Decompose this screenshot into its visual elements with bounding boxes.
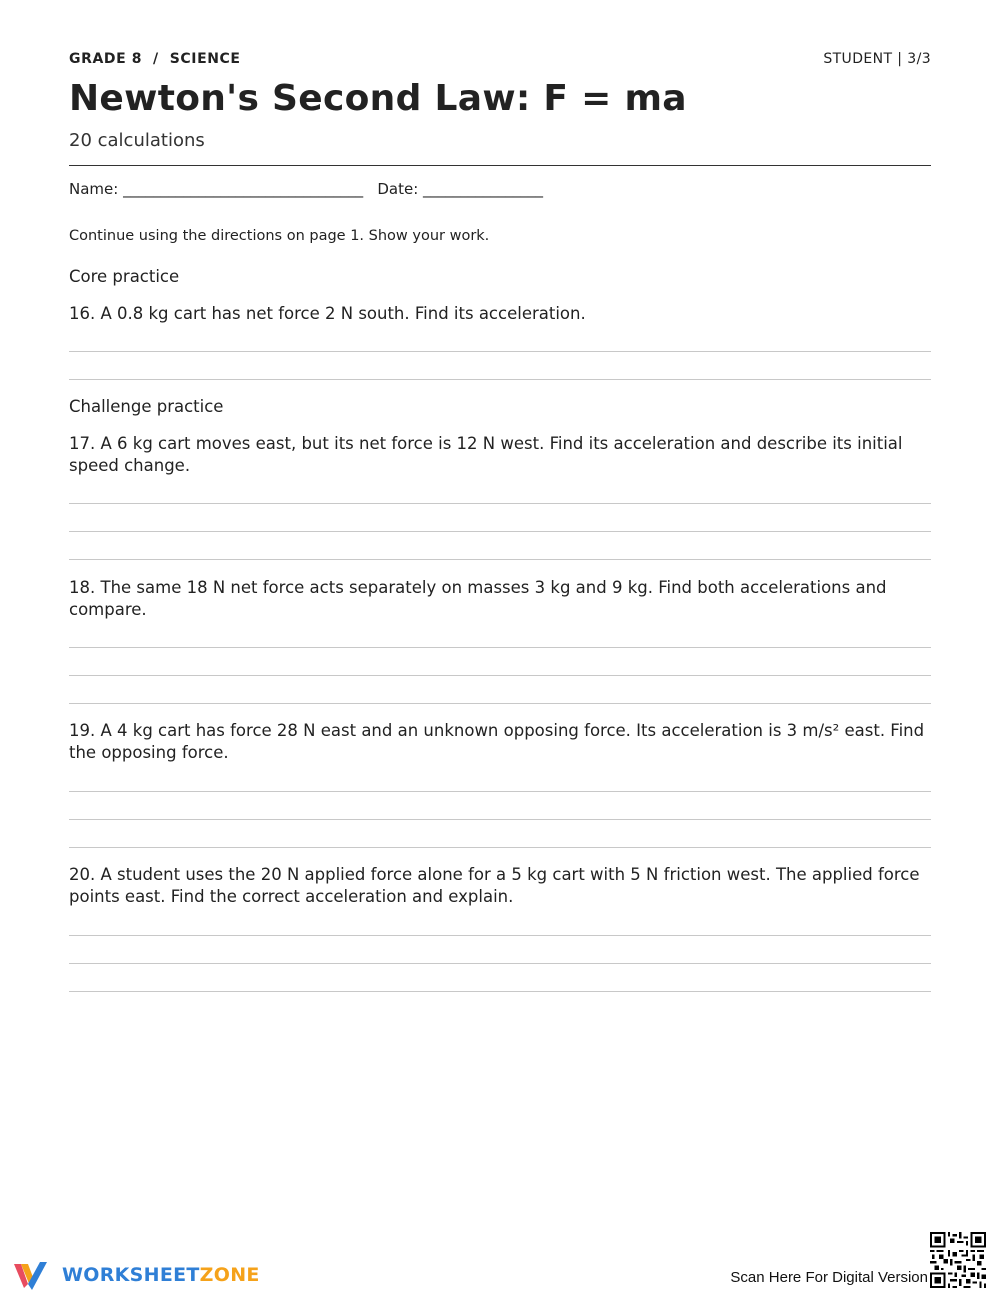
question-19: 19. A 4 kg cart has force 28 N east and an unknown opposing force. Its acceleration is 3 m/s² east. Find the opposing force. bbox=[69, 721, 925, 762]
answer-line[interactable] bbox=[69, 379, 931, 380]
answer-line[interactable] bbox=[69, 935, 931, 936]
answer-line[interactable] bbox=[69, 791, 931, 792]
grade-subject-label: GRADE 8 / SCIENCE bbox=[69, 51, 241, 67]
title-divider bbox=[69, 165, 931, 166]
question-17: 17. A 6 kg cart moves east, but its net force is 12 N west. Find its acceleration and describe its initial speed change. bbox=[69, 434, 903, 475]
logo-word-zone: ZONE bbox=[199, 1264, 260, 1286]
header-row bbox=[69, 51, 931, 69]
answer-line[interactable] bbox=[69, 847, 931, 848]
answer-line[interactable] bbox=[69, 531, 931, 532]
qr-code-icon[interactable] bbox=[930, 1232, 986, 1288]
answer-line[interactable] bbox=[69, 675, 931, 676]
page-title: Newton's Second Law: F = ma bbox=[69, 78, 687, 119]
answer-line[interactable] bbox=[69, 503, 931, 504]
question-20: 20. A student uses the 20 N applied force alone for a 5 kg cart with 5 N friction west. The applied force points east. Find the correct acceleration and explain. bbox=[69, 865, 920, 906]
directions-text: Continue using the directions on page 1. Show your work. bbox=[69, 228, 490, 244]
logo-word-worksheet: WORKSHEET bbox=[62, 1264, 200, 1286]
answer-line[interactable] bbox=[69, 559, 931, 560]
name-date-row[interactable]: Name: ________________________________ Date: ________________ bbox=[69, 180, 544, 198]
answer-line[interactable] bbox=[69, 963, 931, 964]
logo-wordmark bbox=[62, 1264, 260, 1286]
answer-line[interactable] bbox=[69, 647, 931, 648]
answer-line[interactable] bbox=[69, 991, 931, 992]
worksheetzone-logo bbox=[12, 1258, 260, 1292]
question-18: 18. The same 18 N net force acts separately on masses 3 kg and 9 kg. Find both accelerations and compare. bbox=[69, 578, 887, 619]
question-16: 16. A 0.8 kg cart has net force 2 N south. Find its acceleration. bbox=[69, 304, 586, 323]
section-heading-challenge: Challenge practice bbox=[69, 397, 224, 416]
page-subtitle: 20 calculations bbox=[69, 130, 205, 151]
section-heading-core: Core practice bbox=[69, 267, 180, 286]
scan-caption: Scan Here For Digital Version bbox=[730, 1269, 928, 1286]
answer-line[interactable] bbox=[69, 819, 931, 820]
answer-line[interactable] bbox=[69, 703, 931, 704]
answer-line[interactable] bbox=[69, 351, 931, 352]
logo-mark-icon bbox=[12, 1258, 54, 1292]
page-label: STUDENT | 3/3 bbox=[823, 51, 931, 67]
